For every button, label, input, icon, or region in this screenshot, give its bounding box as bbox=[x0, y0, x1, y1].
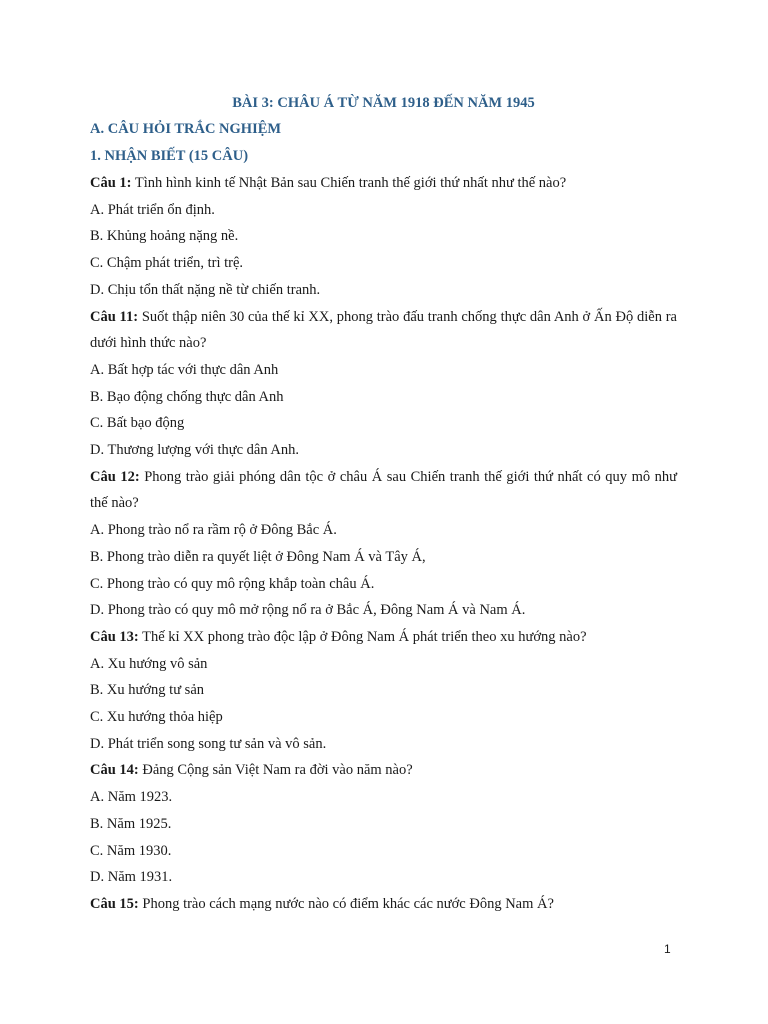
question-body: Đảng Cộng sản Việt Nam ra đời vào năm nào? bbox=[138, 762, 413, 779]
question-label: Câu 12: bbox=[90, 468, 140, 485]
answer-option: A. Phát triển ổn định. bbox=[90, 201, 215, 218]
answer-option: B. Phong trào diễn ra quyết liệt ở Đông Nam Á và Tây Á, bbox=[90, 548, 426, 565]
answer-option: C. Năm 1930. bbox=[90, 842, 172, 859]
answer-option: A. Năm 1923. bbox=[90, 789, 173, 806]
answer-option: C. Bất bạo động bbox=[90, 415, 185, 432]
question-block bbox=[90, 757, 677, 891]
question-label: Câu 15: bbox=[90, 895, 139, 912]
question-body: Phong trào cách mạng nước nào có điểm khác các nước Đông Nam Á? bbox=[138, 895, 554, 912]
answer-option: D. Phong trào có quy mô mở rộng nổ ra ở Bắc Á, Đông Nam Á và Nam Á. bbox=[90, 602, 526, 619]
question-label: Câu 1: bbox=[90, 175, 132, 191]
question-body: Tình hình kinh tế Nhật Bản sau Chiến tranh thế giới thứ nhất như thế nào? bbox=[131, 175, 567, 191]
answer-option: C. Phong trào có quy mô rộng khắp toàn châu Á. bbox=[90, 575, 375, 592]
question-body: Phong trào giải phóng dân tộc ở châu Á sau Chiến tranh thế giới thứ nhất có quy mô như thế nào? bbox=[90, 468, 677, 512]
question-label: Câu 13: bbox=[90, 628, 139, 645]
question-block bbox=[90, 464, 677, 624]
document-title: BÀI 3: CHÂU Á TỪ NĂM 1918 ĐẾN NĂM 1945 bbox=[232, 95, 535, 111]
section-heading-a: A. CÂU HỎI TRẮC NGHIỆM bbox=[90, 121, 282, 137]
question-text bbox=[90, 304, 677, 357]
page-number: 1 bbox=[664, 942, 671, 956]
question-block bbox=[90, 304, 677, 464]
question-text bbox=[90, 624, 677, 651]
question-text bbox=[90, 891, 677, 918]
section-heading-1: 1. NHẬN BIẾT (15 CÂU) bbox=[90, 148, 249, 164]
answer-option: A. Xu hướng vô sản bbox=[90, 655, 208, 672]
answer-option: B. Xu hướng tư sản bbox=[90, 682, 205, 699]
answer-option: C. Chậm phát triển, trì trệ. bbox=[90, 255, 244, 272]
answer-option: D. Chịu tổn thất nặng nề từ chiến tranh. bbox=[90, 281, 321, 298]
question-body: Thế kỉ XX phong trào độc lập ở Đông Nam Á phát triển theo xu hướng nào? bbox=[138, 628, 587, 645]
answer-option: A. Bất hợp tác với thực dân Anh bbox=[90, 361, 279, 378]
answer-option: A. Phong trào nổ ra rầm rộ ở Đông Bắc Á. bbox=[90, 522, 337, 539]
question-text bbox=[90, 170, 677, 197]
question-block bbox=[90, 891, 677, 918]
question-label: Câu 11: bbox=[90, 308, 139, 325]
question-text bbox=[90, 757, 677, 784]
question-text bbox=[90, 464, 677, 517]
answer-option: C. Xu hướng thỏa hiệp bbox=[90, 709, 223, 726]
answer-option: D. Thương lượng với thực dân Anh. bbox=[90, 442, 300, 459]
answer-option: D. Năm 1931. bbox=[90, 869, 173, 886]
question-body: Suốt thập niên 30 của thế kỉ XX, phong trào đấu tranh chống thực dân Anh ở Ấn Độ diễn ra dưới hình thức nào? bbox=[90, 308, 677, 352]
answer-option: D. Phát triển song song tư sản và vô sản. bbox=[90, 735, 327, 752]
answer-option: B. Bạo động chống thực dân Anh bbox=[90, 388, 284, 405]
question-block bbox=[90, 624, 677, 758]
answer-option: B. Năm 1925. bbox=[90, 815, 172, 832]
question-block bbox=[90, 170, 677, 304]
document-page bbox=[90, 90, 677, 918]
question-label: Câu 14: bbox=[90, 762, 139, 779]
answer-option: B. Khủng hoảng nặng nề. bbox=[90, 228, 239, 245]
